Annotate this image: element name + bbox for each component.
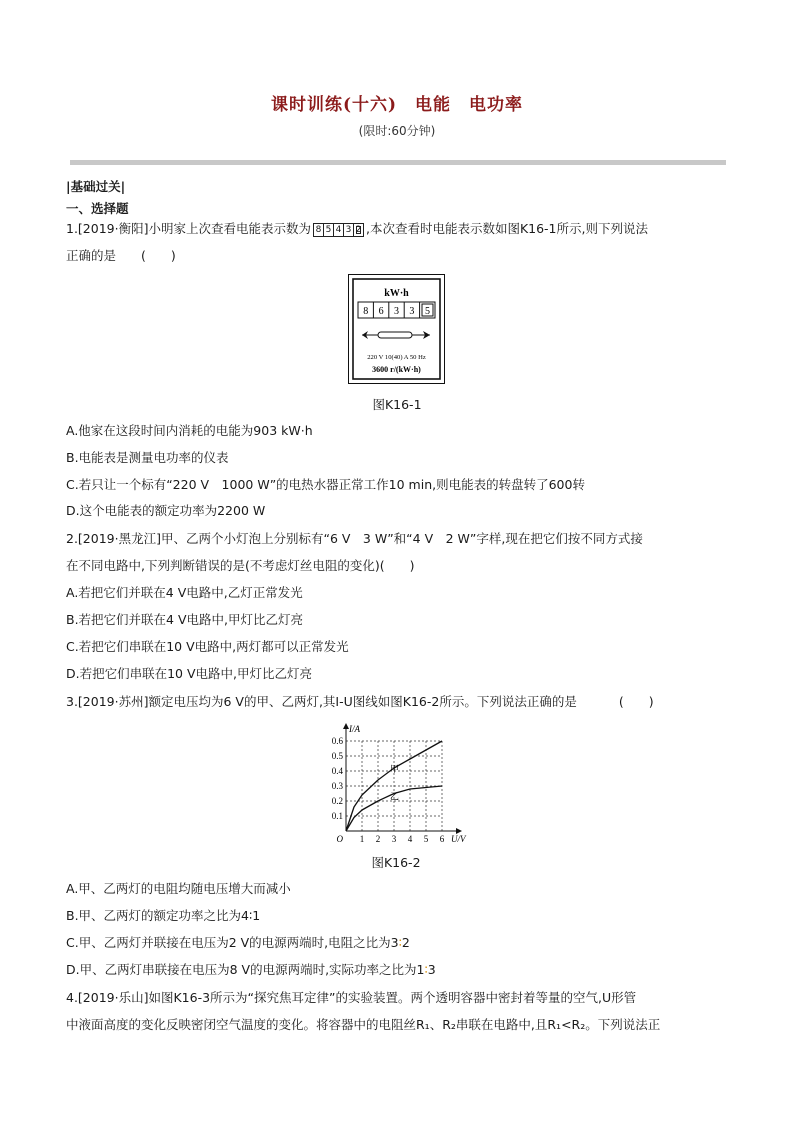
q2-option-c: C.若把它们串联在10 V电路中,两灯都可以正常发光	[66, 639, 349, 654]
q1-stem-b: ,本次查看时电能表示数如图K16-1所示,则下列说法	[365, 221, 648, 236]
q3-option-c-text: C.甲、乙两灯并联接在电压为2 V的电源两端时,电阻之比为3	[66, 935, 399, 950]
q3-answer-paren: ( )	[618, 694, 654, 709]
origin-label: O	[336, 834, 343, 844]
q3-option-c-colon: ∶	[398, 935, 402, 950]
y-tick-label: 0.2	[331, 796, 343, 806]
q3-option-a: A.甲、乙两灯的电阻均随电压增大而减小	[66, 881, 291, 896]
page-title: 课时训练(十六) 电能 电功率	[270, 95, 524, 115]
y-axis-label: I/A	[349, 724, 360, 734]
q3-stem-text: 3.[2019·苏州]额定电压均为6 V的甲、乙两灯,其I-U图线如图K16-2所示。下列说法正确的是	[66, 694, 577, 709]
q3-option-b: B.甲、乙两灯的额定功率之比为4∶1	[66, 908, 261, 923]
q1-digit: 8	[314, 224, 324, 236]
q1-option-d: D.这个电能表的额定功率为2200 W	[66, 503, 266, 518]
meter-spec-2: 3600 r/(kW·h)	[372, 365, 421, 374]
y-tick-label: 0.1	[331, 811, 343, 821]
chart-axes	[343, 723, 462, 834]
q1-meter-reading	[313, 223, 364, 237]
figure-caption-k16-1: 图K16-1	[372, 397, 422, 412]
q2-option-b: B.若把它们并联在4 V电路中,甲灯比乙灯亮	[66, 612, 304, 627]
chart-labels	[332, 724, 467, 844]
meter-digit: 5	[425, 306, 430, 317]
q1-stem-line2: 正确的是 ( )	[66, 248, 176, 263]
q2-option-d: D.若把它们串联在10 V电路中,甲灯比乙灯亮	[66, 666, 313, 681]
q1-digit: 3	[344, 224, 354, 236]
q1-option-b: B.电能表是测量电功率的仪表	[66, 450, 229, 465]
divider	[70, 160, 726, 165]
x-tick-label: 3	[391, 834, 397, 844]
q3-option-d-value: 3	[427, 962, 436, 977]
meter-spec-1: 220 V 10(40) A 50 Hz	[367, 354, 426, 361]
meter-digit: 6	[378, 306, 384, 317]
y-tick-label: 0.3	[331, 781, 343, 791]
question-type-heading: 一、选择题	[66, 201, 129, 216]
meter-digit: 3	[394, 306, 399, 317]
x-tick-label: 6	[439, 834, 445, 844]
series-label: 甲	[390, 765, 400, 775]
x-tick-label: 2	[375, 834, 381, 844]
x-axis-label: U/V	[451, 834, 466, 844]
x-tick-label: 4	[407, 834, 413, 844]
x-tick-label: 1	[359, 834, 365, 844]
q3-option-d-text: D.甲、乙两灯串联接在电压为8 V的电源两端时,实际功率之比为1	[66, 962, 425, 977]
section-heading: |基础过关|	[66, 179, 126, 194]
q4-stem-line1: 4.[2019·乐山]如图K16-3所示为“探究焦耳定律”的实验装置。两个透明容器中密封着等量的空气,U形管	[66, 990, 637, 1005]
y-tick-label: 0.6	[331, 736, 343, 746]
q2-stem-line2: 在不同电路中,下列判断错误的是(不考虑灯丝电阻的变化)( )	[66, 558, 415, 573]
y-tick-label: 0.5	[331, 751, 343, 761]
q2-option-a: A.若把它们并联在4 V电路中,乙灯正常发光	[66, 585, 303, 600]
q1-stem-a: 1.[2019·衡阳]小明家上次查看电能表示数为	[66, 221, 311, 236]
figure-caption-k16-2: 图K16-2	[371, 855, 421, 870]
y-tick-label: 0.4	[331, 766, 343, 776]
series-label: 乙	[390, 792, 400, 803]
chart-grid	[346, 741, 442, 831]
q1-digit: 5	[324, 224, 334, 236]
meter-digit: 3	[409, 306, 415, 317]
q1-option-c: C.若只让一个标有“220 V 1000 W”的电热水器正常工作10 min,则电能表的转盘转了600转	[66, 477, 585, 492]
q3-option-c	[66, 935, 410, 951]
q3-option-d	[66, 962, 436, 978]
q1-digit: 4	[334, 224, 344, 236]
q2-stem-line1: 2.[2019·黑龙江]甲、乙两个小灯泡上分别标有“6 V 3 W”和“4 V 2 W”字样,现在把它们按不同方式接	[66, 531, 643, 546]
q1-digit: 2	[355, 224, 362, 235]
q1-stem-line1	[66, 221, 648, 237]
q3-stem	[66, 694, 654, 710]
q3-option-c-value: 2	[401, 935, 410, 950]
iu-chart	[320, 716, 470, 848]
q3-option-d-colon: ∶	[424, 962, 428, 977]
meter-digit: 8	[363, 306, 369, 317]
meter-unit-label: kW·h	[384, 288, 409, 299]
q4-stem-line2: 中液面高度的变化反映密闭空气温度的变化。将容器中的电阻丝R₁、R₂串联在电路中,且R₁<R₂。下列说法正	[66, 1017, 661, 1032]
x-tick-label: 5	[423, 834, 429, 844]
q1-option-a: A.他家在这段时间内消耗的电能为903 kW·h	[66, 423, 313, 438]
time-limit: (限时:60分钟)	[358, 124, 436, 138]
iu-chart-svg	[320, 716, 470, 848]
energy-meter-figure	[348, 274, 445, 384]
